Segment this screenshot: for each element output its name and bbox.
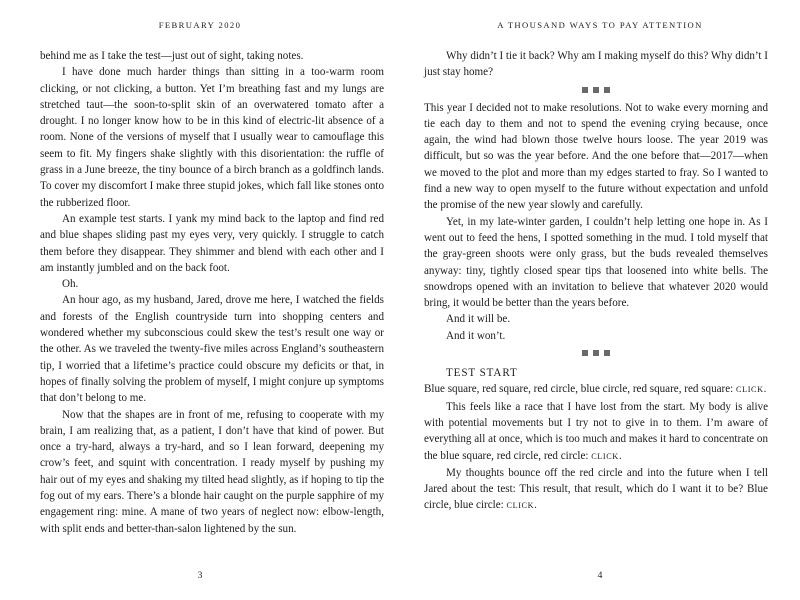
right-page-body — [424, 48, 768, 515]
click-label: CLICK — [736, 385, 764, 395]
paragraph: Now that the shapes are in front of me, refusing to cooperate with my brain, I am realizing that, as a patient, I don’t have that kind of power. But once a try-hard, always a try-hard, and so I lean forward, deepening my crow’s feet, and squint with concentration. I ready myself by pushing my hair out of my eyes and shaking my tilted head slightly, as if hoping to tip the fog out of my ears. There’s a blonde hair caught on the purple sapphire of my engagement ring: mine. A mane of two years of neglect now: elbow-length, with split ends and better-than-salon lightened by the sun. — [40, 408, 384, 535]
ornament-square — [604, 87, 610, 93]
paragraph-tail: . — [618, 449, 622, 462]
paragraph-tail: . — [534, 499, 537, 512]
page-number-left: 3 — [197, 570, 203, 581]
click-label: CLICK — [506, 501, 535, 511]
ornament-square — [593, 350, 599, 356]
paragraph: An hour ago, as my husband, Jared, drove me here, I watched the fields and forests of the English countryside turn into shopping centers and wondered whether my subconscious could skew the test’s result one way or the other. As we traveled the twenty-five miles across England’s southeastern tip, I worried that a lifetime’s practice could obscure my deficits or that, in hopes of finally solving the problem of myself, I might conjure up symptoms that don’t belong to me. — [40, 294, 384, 405]
right-page — [400, 0, 800, 600]
ornament-square — [582, 350, 588, 356]
paragraph-text: This feels like a race that I have lost from the start. My body is alive with potential movements but I try not to give in to them. I’m aware of everything all at once, which is too much and makes it hard to concentrate on the blue square, red circle, red circle: — [424, 400, 768, 462]
section-label: TEST START — [446, 367, 518, 380]
section-break-ornament — [424, 81, 768, 100]
ornament-square — [582, 87, 588, 93]
section-break-ornament — [424, 344, 768, 363]
ornament-square — [604, 350, 610, 356]
running-head-left: FEBRUARY 2020 — [158, 20, 242, 30]
running-head-right: A THOUSAND WAYS TO PAY ATTENTION — [497, 20, 703, 30]
paragraph-text: My thoughts bounce off the red circle and into the future when I tell Jared about the test: This result, that result, which do I want it to be? Blue circle, blue circle: — [424, 466, 768, 512]
paragraph: I have done much harder things than sitting in a too-warm room clicking, or not clicking, a button. Yet I’m breathing fast and my lungs are stretched taut—the soon-to-split skin of an overwatered tomato after a drought. I no longer know how to be in this kind of electric-lit absence of a room. None of the versions of myself that I usually wear to camouflage this seem to fit. My fingers shake slightly with this disorientation: the ruffle of grass in a June breeze, the tiny bounce of a birch branch as a goldfinch lands. To cover my discomfort I make three stupid jokes, which fall like stones onto the rubberized floor. — [40, 66, 384, 209]
paragraph — [424, 399, 768, 465]
paragraph: And it won’t. — [446, 329, 506, 342]
paragraph — [424, 465, 768, 515]
click-label: CLICK — [591, 451, 619, 461]
paragraph — [424, 381, 768, 398]
paragraph: Oh. — [62, 278, 79, 291]
ornament-square — [593, 87, 599, 93]
paragraph-tail: . — [763, 383, 767, 396]
paragraph: Yet, in my late-winter garden, I couldn’t help letting one hope in. As I went out to feed the hens, I spotted something in the mud. I told myself that the gray-green shoots were only grass, but the buds revealed themselves anyway: tiny, tightly closed spear tips that loosened into white bells. The snowdrops opened with an invitation to believe that whatever 2020 would bring, it would be better than the years before. — [424, 215, 768, 310]
paragraph: This year I decided not to make resolutions. Not to wake every morning and tie each day to them and not to spend the evening crying because, once again, the wind had blown those twelve hours loose. The year 2019 was difficult, but so was the year before. And the one before that—2017—when we moved to the plot and more than my edges started to fray. So I wanted to find a new way to open myself to the future without expectation and unfold the promise of the new year slowly and carefully. — [424, 101, 768, 212]
left-page-body — [40, 48, 384, 537]
paragraph-text: Blue square, red square, red circle, blue circle, red square, red square: — [424, 383, 737, 396]
paragraph: And it will be. — [446, 313, 511, 326]
paragraph: behind me as I take the test—just out of sight, taking notes. — [40, 50, 304, 62]
paragraph: Why didn’t I tie it back? Why am I making myself do this? Why didn’t I just stay home? — [424, 50, 768, 79]
page-number-right: 4 — [597, 570, 603, 581]
paragraph: An example test starts. I yank my mind back to the laptop and find red and blue shapes sliding past my eyes very, very quickly. I struggle to catch them before they disappear. They shimmer and blend with each other and I am instantly jumbled and on the back foot. — [40, 212, 384, 274]
